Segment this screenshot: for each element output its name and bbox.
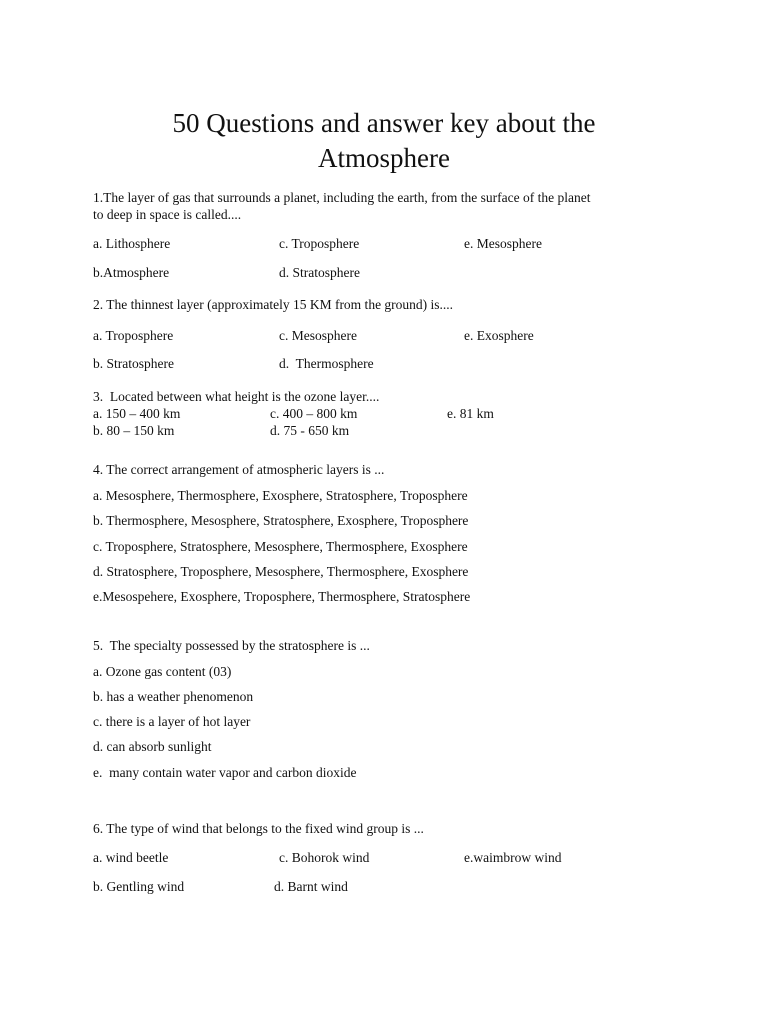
question-1-text-line-2: to deep in space is called.... [93,207,242,222]
question-5-option-a: a. Ozone gas content (03) [93,664,232,679]
question-4-option-a: a. Mesosphere, Thermosphere, Exosphere, Stratosphere, Troposphere [93,488,468,503]
question-2-text: 2. The thinnest layer (approximately 15 KM from the ground) is.... [93,297,454,312]
question-4-text: 4. The correct arrangement of atmospheric layers is ... [93,462,385,477]
question-1-option-e: e. Mesosphere [464,236,542,251]
question-5-option-e: e. many contain water vapor and carbon dioxide [93,765,357,780]
question-3-option-a: a. 150 – 400 km [93,406,181,421]
question-1-option-a: a. Lithosphere [93,236,171,251]
question-4-option-b: b. Thermosphere, Mesosphere, Stratosphere, Exosphere, Troposphere [93,513,469,528]
question-4-option-e: e.Mesospehere, Exosphere, Troposphere, Thermosphere, Stratosphere [93,589,471,604]
question-5-option-c: c. there is a layer of hot layer [93,714,251,729]
question-6-option-e: e.waimbrow wind [464,850,562,865]
question-1-option-c: c. Troposphere [279,236,360,251]
question-3-option-c: c. 400 – 800 km [270,406,358,421]
question-2-option-b: b. Stratosphere [93,356,174,371]
question-1-text-line-1: 1.The layer of gas that surrounds a planet, including the earth, from the surface of the planet [93,190,591,205]
question-3-option-d: d. 75 - 650 km [270,423,350,438]
question-6-option-a: a. wind beetle [93,850,169,865]
page-title-line-1: 50 Questions and answer key about the [172,108,596,138]
question-5-option-b: b. has a weather phenomenon [93,689,254,704]
question-2-option-d: d. Thermosphere [279,356,374,371]
question-5-text: 5. The specialty possessed by the stratosphere is ... [93,638,370,653]
question-2-option-c: c. Mesosphere [279,328,357,343]
question-2-option-e: e. Exosphere [464,328,534,343]
question-6-text: 6. The type of wind that belongs to the fixed wind group is ... [93,821,424,836]
question-1-option-d: d. Stratosphere [279,265,360,280]
question-3-option-e: e. 81 km [447,406,494,421]
question-6-option-c: c. Bohorok wind [279,850,370,865]
page-title-line-2: Atmosphere [318,143,450,173]
question-4-option-c: c. Troposphere, Stratosphere, Mesosphere, Thermosphere, Exosphere [93,539,468,554]
question-4-option-d: d. Stratosphere, Troposphere, Mesosphere, Thermosphere, Exosphere [93,564,469,579]
question-1-option-b: b.Atmosphere [93,265,170,280]
question-2-option-a: a. Troposphere [93,328,174,343]
question-3-text: 3. Located between what height is the ozone layer.... [93,389,380,404]
question-6-option-d: d. Barnt wind [274,879,348,894]
question-6-option-b: b. Gentling wind [93,879,185,894]
question-5-option-d: d. can absorb sunlight [93,739,212,754]
question-3-option-b: b. 80 – 150 km [93,423,175,438]
